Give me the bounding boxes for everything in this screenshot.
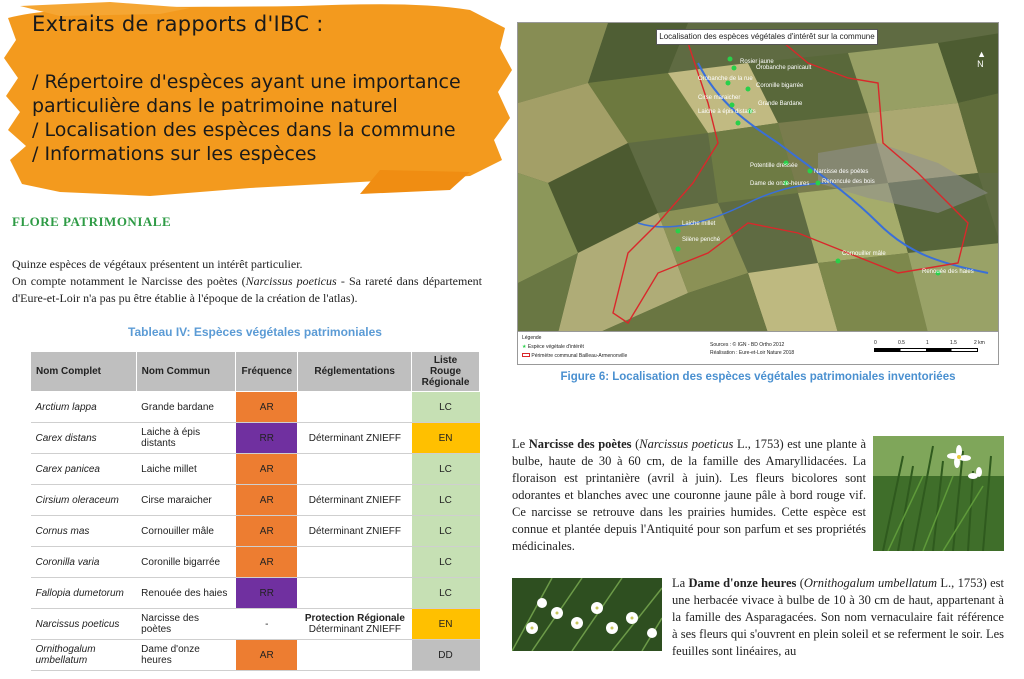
red-list-cell: LC xyxy=(412,392,480,423)
scientific-name-cell: Fallopia dumetorum xyxy=(31,578,137,609)
map-label: Grande Bardane xyxy=(758,101,803,107)
scale-tick: 0 xyxy=(874,340,877,346)
regulation-cell xyxy=(298,423,412,454)
table-header-row xyxy=(31,352,480,392)
para-scientific-name: Ornithogalum umbellatum xyxy=(803,576,938,590)
frequency-cell: - xyxy=(236,609,298,640)
red-list-cell: EN xyxy=(412,423,480,454)
map-label: Rosier jaune xyxy=(740,59,774,65)
frequency-cell: AR xyxy=(236,547,298,578)
map-sources: Sources : © IGN - BD Ortho 2012 xyxy=(710,342,785,348)
section-title: FLORE PATRIMONIALE xyxy=(12,214,172,229)
frequency-cell: AR xyxy=(236,485,298,516)
table-row xyxy=(31,640,480,671)
map-label: Cornouiller mâle xyxy=(842,251,886,257)
para-text: L., 1753) est une plante à bulbe, haute de 30 à 60 cm, de la famille des Amaryllidacées. La floraison est printanière (avril à juin). Les fleurs bicolores sont odorantes et blanches avec une couronne jaune pâle à bord rouge vif. Ce narcisse se retrouve dans les prairies humides. Cette espèce est connue et plantée depuis l'Antiquité pour son parfum et ses propriétés médicinales. xyxy=(512,437,866,553)
banner-line: / Répertoire d'espèces ayant une importance xyxy=(32,71,461,93)
column-header-nom-complet: Nom Complet xyxy=(31,352,137,392)
frequency-cell: AR xyxy=(236,454,298,485)
intro-line-1: Quinze espèces de végétaux présentent un intérêt particulier. xyxy=(12,257,303,271)
para-scientific-name: Narcissus poeticus xyxy=(639,437,734,451)
species-table xyxy=(30,351,480,671)
common-name-cell: Laiche à épis distants xyxy=(136,423,236,454)
legend-item-perimeter xyxy=(522,353,627,359)
intro-scientific-name: Narcissus poeticus xyxy=(245,274,337,288)
column-header-frequence: Fréquence xyxy=(236,352,298,392)
regulation-cell xyxy=(298,578,412,609)
frequency-cell: RR xyxy=(236,578,298,609)
table-row xyxy=(31,423,480,454)
red-list-cell: LC xyxy=(412,454,480,485)
common-name-cell: Laiche millet xyxy=(136,454,236,485)
legend-label: Espèce végétale d'intérêt xyxy=(527,344,584,350)
legend-title: Légende xyxy=(522,335,542,341)
para-text: L., 1753) est une herbacée vivace à bulbe de 10 à 30 cm de haut, appartenant à la famille des Asparagacées. Son nom vernaculaire fait référence à ses fleurs qui s'ouvrent en plein soleil et se referment le soir. Les feuilles sont linéaires, au xyxy=(672,576,1005,658)
scale-bar-graphic xyxy=(874,348,978,352)
intro-text: On compte notamment le Narcisse des poètes ( xyxy=(12,274,246,288)
map-label: Orobanche de la rue xyxy=(698,76,753,82)
regulation-cell xyxy=(298,609,412,640)
perimeter-swatch-icon xyxy=(522,353,530,357)
red-list-cell: EN xyxy=(412,609,480,640)
common-name-cell: Narcisse des poètes xyxy=(136,609,236,640)
para-text: ( xyxy=(631,437,640,451)
scientific-name-cell: Cirsium oleraceum xyxy=(31,485,137,516)
column-header-nom-commun: Nom Commun xyxy=(136,352,236,392)
map-label: Orobanche panicault xyxy=(756,65,812,71)
scientific-name-cell: Cornus mas xyxy=(31,516,137,547)
common-name-cell: Dame d'onze heures xyxy=(136,640,236,671)
species-map xyxy=(517,22,999,365)
map-label: Laiche à épis distants xyxy=(698,109,756,115)
intro-paragraph xyxy=(12,256,482,307)
map-label: Narcisse des poètes xyxy=(814,169,869,175)
map-label: Coronille bigarrée xyxy=(756,83,804,89)
table-row xyxy=(31,454,480,485)
map-realisation: Réalisation : Eure-et-Loir Nature 2018 xyxy=(710,350,795,356)
frequency-cell: AR xyxy=(236,516,298,547)
table-row xyxy=(31,609,480,640)
common-name-cell: Grande bardane xyxy=(136,392,236,423)
narcisse-paragraph xyxy=(512,436,866,555)
map-label: Silène penché xyxy=(682,237,721,243)
map-label: Renoncule des bois xyxy=(822,179,875,185)
para-bold: Dame d'onze heures xyxy=(688,576,797,590)
map-label: Potentille dressée xyxy=(750,163,798,169)
north-arrow-icon: ▲ N xyxy=(977,49,986,69)
banner-line: / Informations sur les espèces xyxy=(32,143,317,165)
para-text: Le xyxy=(512,437,529,451)
table-body xyxy=(31,392,480,671)
regulation-protection: Protection Régionale xyxy=(304,613,405,624)
dame-onze-heures-paragraph xyxy=(672,575,1004,660)
red-list-cell: LC xyxy=(412,485,480,516)
column-header-reglementations: Réglementations xyxy=(298,352,412,392)
frequency-cell: AR xyxy=(236,392,298,423)
banner-title: Extraits de rapports d'IBC : xyxy=(32,12,324,36)
banner-lines xyxy=(32,70,461,166)
red-list-cell: LC xyxy=(412,516,480,547)
table-row xyxy=(31,392,480,423)
table-row xyxy=(31,578,480,609)
common-name-cell: Coronille bigarrée xyxy=(136,547,236,578)
scientific-name-cell: Narcissus poeticus xyxy=(31,609,137,640)
para-text: ( xyxy=(796,576,804,590)
para-bold: Narcisse des poètes xyxy=(528,437,632,451)
regulation-cell xyxy=(298,392,412,423)
para-text: La xyxy=(672,576,689,590)
header-banner xyxy=(0,0,520,205)
regulation-text: Déterminant ZNIEFF xyxy=(308,432,402,444)
regulation-text: Déterminant ZNIEFF xyxy=(308,525,402,537)
table-caption: Tableau IV: Espèces végétales patrimoniales xyxy=(128,325,382,339)
scale-ticks xyxy=(874,340,986,348)
red-list-cell: DD xyxy=(412,640,480,671)
scientific-name-cell: Arctium lappa xyxy=(31,392,137,423)
banner-line: / Localisation des espèces dans la commune xyxy=(32,119,456,141)
figure-caption: Figure 6: Localisation des espèces végétales patrimoniales inventoriées xyxy=(560,371,956,383)
table-row xyxy=(31,485,480,516)
column-header-liste-rouge: Liste Rouge Régionale xyxy=(412,352,480,392)
common-name-cell: Renouée des haies xyxy=(136,578,236,609)
scale-tick: 1.5 xyxy=(950,340,957,346)
scientific-name-cell: Carex distans xyxy=(31,423,137,454)
regulation-cell xyxy=(298,454,412,485)
narcisse-photo xyxy=(873,436,1004,551)
intro-line-2 xyxy=(12,273,482,307)
table-row xyxy=(31,516,480,547)
regulation-cell xyxy=(298,516,412,547)
common-name-cell: Cornouiller mâle xyxy=(136,516,236,547)
scale-tick: 1 xyxy=(926,340,929,346)
regulation-cell xyxy=(298,640,412,671)
map-label: Laiche millet xyxy=(682,221,716,227)
star-icon: ★ xyxy=(522,344,527,350)
regulation-text: Déterminant ZNIEFF xyxy=(308,624,402,635)
map-label: Cirse maraicher xyxy=(698,95,741,101)
red-list-cell: LC xyxy=(412,547,480,578)
map-footer xyxy=(518,331,998,364)
scientific-name-cell: Coronilla varia xyxy=(31,547,137,578)
dame-onze-heures-photo xyxy=(512,578,662,651)
map-label: Renouée des haies xyxy=(922,269,974,275)
scale-bar xyxy=(874,340,986,352)
frequency-cell: RR xyxy=(236,423,298,454)
red-list-cell: LC xyxy=(412,578,480,609)
map-label: Dame de onze-heures xyxy=(750,181,810,187)
table-row xyxy=(31,547,480,578)
regulation-text: Déterminant ZNIEFF xyxy=(308,494,402,506)
regulation-cell xyxy=(298,485,412,516)
scientific-name-cell: Ornithogalum umbellatum xyxy=(31,640,137,671)
map-title: Localisation des espèces végétales d'intérêt sur la commune xyxy=(656,29,878,45)
regulation-cell xyxy=(298,547,412,578)
scientific-name-cell: Carex panicea xyxy=(31,454,137,485)
north-label: N xyxy=(977,59,984,69)
common-name-cell: Cirse maraicher xyxy=(136,485,236,516)
legend-item-species xyxy=(522,344,584,350)
frequency-cell: AR xyxy=(236,640,298,671)
intro-text: - Sa rareté dans département d'Eure-et-Loir n'a pas pu être établie à l'époque de la création de l'atlas). xyxy=(12,274,482,305)
scale-tick: 0.5 xyxy=(898,340,905,346)
banner-line: particulière dans le patrimoine naturel xyxy=(32,95,398,117)
legend-label: Périmètre communal Bailleau-Armenonville xyxy=(531,353,628,359)
scale-tick: 2 km xyxy=(974,340,985,346)
